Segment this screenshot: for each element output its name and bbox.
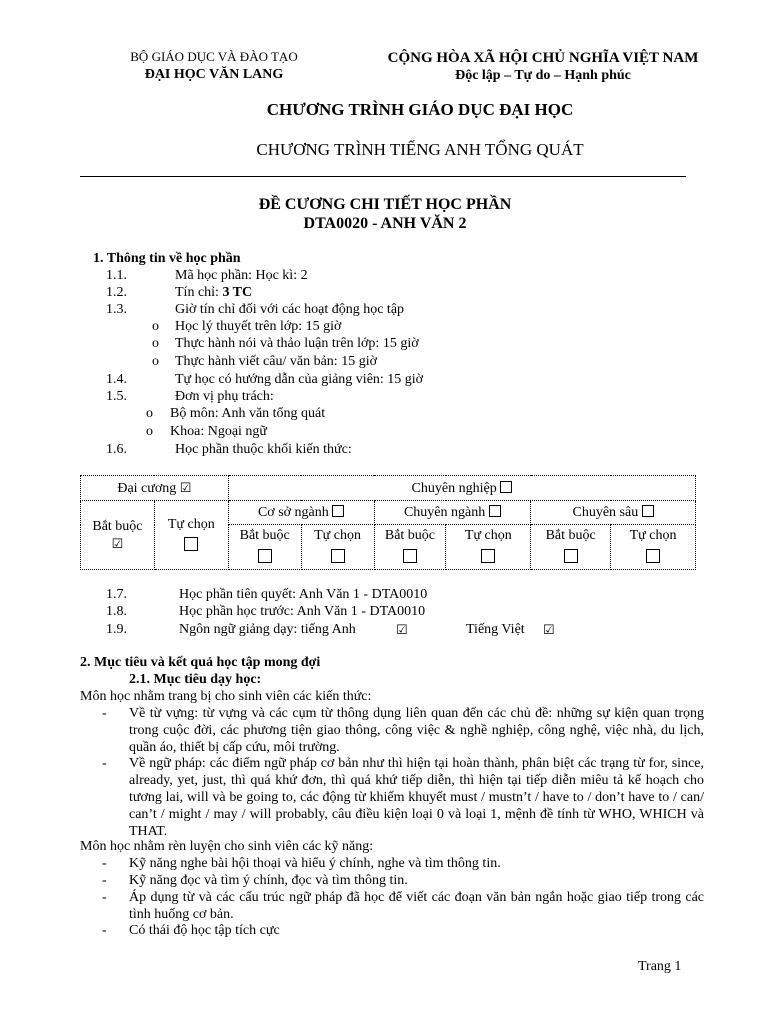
section2-heading: 2. Mục tiêu và kết quả học tập mong đợi — [80, 655, 321, 670]
elective-label: Tự chọn — [464, 528, 512, 543]
elective-label: Tự chọn — [629, 528, 677, 543]
checkbox-icon — [646, 549, 660, 563]
checkbox-icon — [258, 549, 272, 563]
item-text: Giờ tín chỉ đối với các hoạt động học tập — [175, 302, 405, 317]
university-name: ĐẠI HỌC VĂN LANG — [144, 67, 284, 82]
checkbox-icon — [332, 505, 344, 517]
bullet-dash: - — [102, 756, 107, 771]
item-text: Đơn vị phụ trách: — [175, 389, 274, 404]
item-number: 1.8. — [106, 604, 127, 619]
item-text: Tự học có hướng dẫn của giảng viên: 15 giờ — [175, 372, 424, 387]
item-text: Học phần tiên quyết: Anh Văn 1 - DTA0010 — [179, 587, 428, 602]
sub-marker: o — [146, 406, 153, 421]
checked-box-icon: ☑ — [111, 535, 124, 551]
checkbox-icon — [500, 481, 512, 493]
bullet-dash: - — [102, 856, 107, 871]
national-motto: Độc lập – Tự do – Hạnh phúc — [455, 68, 631, 83]
item-text — [175, 284, 252, 301]
item-text: Học phần thuộc khối kiến thức: — [175, 442, 352, 457]
sub-compulsory-cell — [374, 525, 446, 570]
professional-education-cell — [228, 476, 695, 501]
compulsory-label: Bắt buộc — [384, 528, 436, 543]
bullet-dash: - — [102, 706, 107, 721]
item-number: 1.5. — [106, 389, 127, 404]
program-title: CHƯƠNG TRÌNH GIÁO DỤC ĐẠI HỌC — [266, 100, 574, 119]
sub-elective-cell — [446, 525, 531, 570]
skills-intro: Môn học nhằm rèn luyện cho sinh viên các kỹ năng: — [80, 839, 374, 854]
page-number: Trang 1 — [638, 959, 682, 974]
foundation-label: Cơ sở ngành — [257, 505, 329, 520]
major-cell — [374, 501, 531, 525]
knowledge-intro: Môn học nhằm trang bị cho sinh viên các kiến thức: — [80, 689, 372, 704]
checkbox-icon — [642, 505, 654, 517]
divider-line — [80, 176, 686, 177]
sub-item-text: Thực hành nói và thảo luận trên lớp: 15 giờ — [175, 336, 419, 351]
checked-box-icon: ☑ — [543, 622, 555, 637]
sub-item-text: Thực hành viết câu/ văn bản: 15 giờ — [175, 354, 377, 369]
item-text: Học phần học trước: Anh Văn 1 - DTA0010 — [179, 604, 426, 619]
bullet-text: Áp dụng từ và các cấu trúc ngữ pháp đã học để viết các đoạn văn bản ngắn hoặc giao tiếp trong các tình huống cơ bản. — [129, 890, 704, 922]
subprogram-title: CHƯƠNG TRÌNH TIẾNG ANH TỔNG QUÁT — [256, 140, 584, 159]
compulsory-label: Bắt buộc — [92, 518, 143, 534]
checkbox-icon — [331, 549, 345, 563]
section2-subheading: 2.1. Mục tiêu dạy học: — [129, 672, 262, 687]
item-number: 1.2. — [106, 285, 127, 300]
outline-title: ĐỀ CƯƠNG CHI TIẾT HỌC PHẦN — [258, 196, 512, 213]
sub-marker: o — [152, 336, 159, 351]
checked-box-icon: ☑ — [396, 622, 408, 637]
sub-elective-cell — [301, 525, 374, 570]
checkbox-icon — [481, 549, 495, 563]
item-number: 1.3. — [106, 302, 127, 317]
sub-marker: o — [152, 354, 159, 369]
bullet-text: Kỹ năng nghe bài hội thoại và hiểu ý chính, nghe và tìm thông tin. — [129, 856, 501, 871]
bullet-text: Kỹ năng đọc và tìm ý chính, đọc và tìm thông tin. — [129, 873, 408, 888]
checkbox-icon — [564, 549, 578, 563]
course-title: DTA0020 - ANH VĂN 2 — [303, 215, 467, 232]
sub-compulsory-cell — [531, 525, 611, 570]
checkbox-icon — [403, 549, 417, 563]
compulsory-label: Bắt buộc — [545, 528, 596, 543]
sub-item-text: Bộ môn: Anh văn tổng quát — [170, 406, 326, 421]
sub-item-text: Học lý thuyết trên lớp: 15 giờ — [175, 319, 342, 334]
sub-item-text: Khoa: Ngoại ngữ — [170, 424, 268, 439]
checkbox-icon — [489, 505, 501, 517]
specialized-cell — [531, 501, 696, 525]
compulsory-cell — [81, 501, 155, 570]
section1-heading: 1. Thông tin về học phần — [93, 251, 241, 266]
professional-education-label: Chuyên nghiệp — [411, 480, 497, 496]
checkbox-icon — [184, 537, 198, 551]
elective-label: Tự chọn — [167, 516, 215, 532]
sub-elective-cell — [611, 525, 696, 570]
knowledge-block-table — [80, 475, 696, 570]
item-text: Mã học phần: Học kì: 2 — [175, 268, 308, 283]
bullet-dash: - — [102, 873, 107, 888]
item-text: Ngôn ngữ giảng dạy: tiếng Anh — [179, 622, 356, 637]
major-label: Chuyên ngành — [403, 505, 486, 520]
ministry-name: BỘ GIÁO DỤC VÀ ĐÀO TẠO — [130, 49, 298, 64]
vietnamese-label: Tiếng Việt — [466, 622, 525, 637]
compulsory-label: Bắt buộc — [239, 528, 290, 543]
item-number: 1.4. — [106, 372, 127, 387]
elective-label: Tự chọn — [314, 528, 361, 543]
republic-name: CỘNG HÒA XÃ HỘI CHỦ NGHĨA VIỆT NAM — [387, 50, 699, 66]
checked-box-icon: ☑ — [179, 480, 192, 495]
elective-cell — [154, 501, 228, 570]
sub-marker: o — [152, 319, 159, 334]
bullet-text: Có thái độ học tập tích cực — [129, 923, 280, 938]
credits-value: 3 TC — [222, 285, 253, 300]
foundation-cell — [228, 501, 374, 525]
credits-label: Tín chỉ: — [175, 285, 223, 300]
item-number: 1.1. — [106, 268, 127, 283]
bullet-text: Về từ vựng: từ vựng và các cụm từ thông dụng liên quan đến các chủ đề: những sự kiện quan trọng trong cuộc đời, các phương tiện giao thông, công việc & nghề nghiệp, công nghệ, việc nhà, du lịch, quần áo, thiết bị cấp cứu, môi trường. — [129, 706, 704, 755]
item-number: 1.7. — [106, 587, 127, 602]
general-education-cell — [81, 476, 229, 501]
specialized-label: Chuyên sâu — [572, 505, 639, 520]
item-number: 1.9. — [106, 622, 127, 637]
bullet-dash: - — [102, 890, 107, 905]
item-number: 1.6. — [106, 442, 127, 457]
general-education-label: Đại cương — [117, 481, 177, 496]
sub-marker: o — [146, 424, 153, 439]
bullet-dash: - — [102, 923, 107, 938]
sub-compulsory-cell — [228, 525, 301, 570]
bullet-text: Về ngữ pháp: các điểm ngữ pháp cơ bản như thì hiện tại hoàn thành, phân biệt các trạng từ for, since, already, yet, just, thì quá khứ đơn, thì quá khứ tiếp diễn, thì hiện tại tiếp diễn miêu tả kế hoạch cho tương lai, will và be going to, các động từ khiếm khuyết must / mustn’t / have to / don’t have to / can/ can’t / might / may / will probably, câu điều kiện loại 0 và loại 1, mệnh đề tính từ WHO, WHICH và THAT. — [129, 756, 704, 839]
